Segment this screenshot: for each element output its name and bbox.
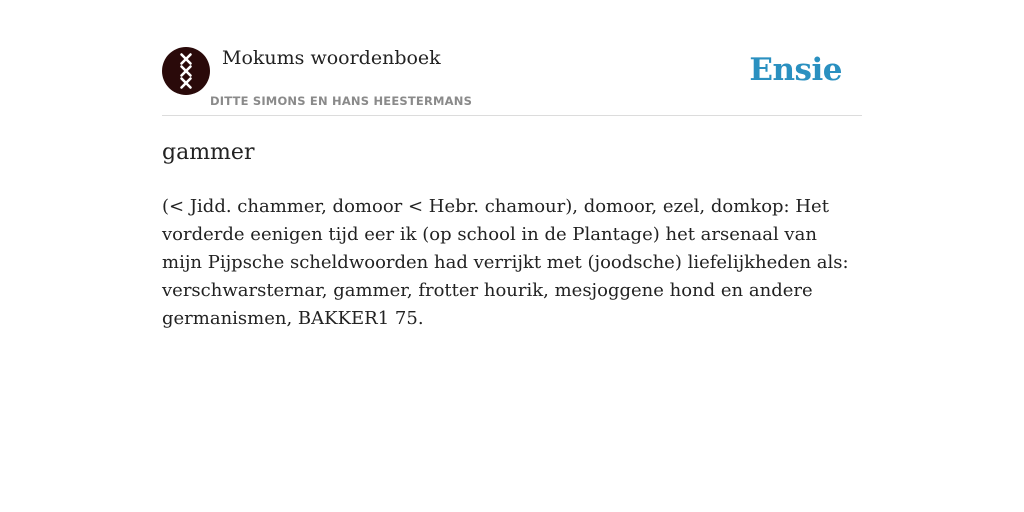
book-title[interactable]: Mokums woordenboek <box>222 47 441 69</box>
brand-logo-link[interactable]: Ensie <box>749 52 842 88</box>
amsterdam-xxx-icon[interactable] <box>162 47 210 95</box>
entry-definition: (< Jidd. chammer, domoor < Hebr. chamour), domoor, ezel, domkop: Het vorderde eenigen tijd eer ik (op school in de Plantage) het arsenaal van mijn Pijpsche scheldwoorden had verrijkt met (joodsche) liefelijkheden als: verschwarsternar, gammer, frotter hourik, mesjoggene hond en andere germanismen, BAKKER1 75. <box>162 196 849 329</box>
entry-headword: gammer <box>162 140 255 165</box>
book-authors: DITTE SIMONS EN HANS HEESTERMANS <box>210 94 473 108</box>
header <box>162 47 862 116</box>
